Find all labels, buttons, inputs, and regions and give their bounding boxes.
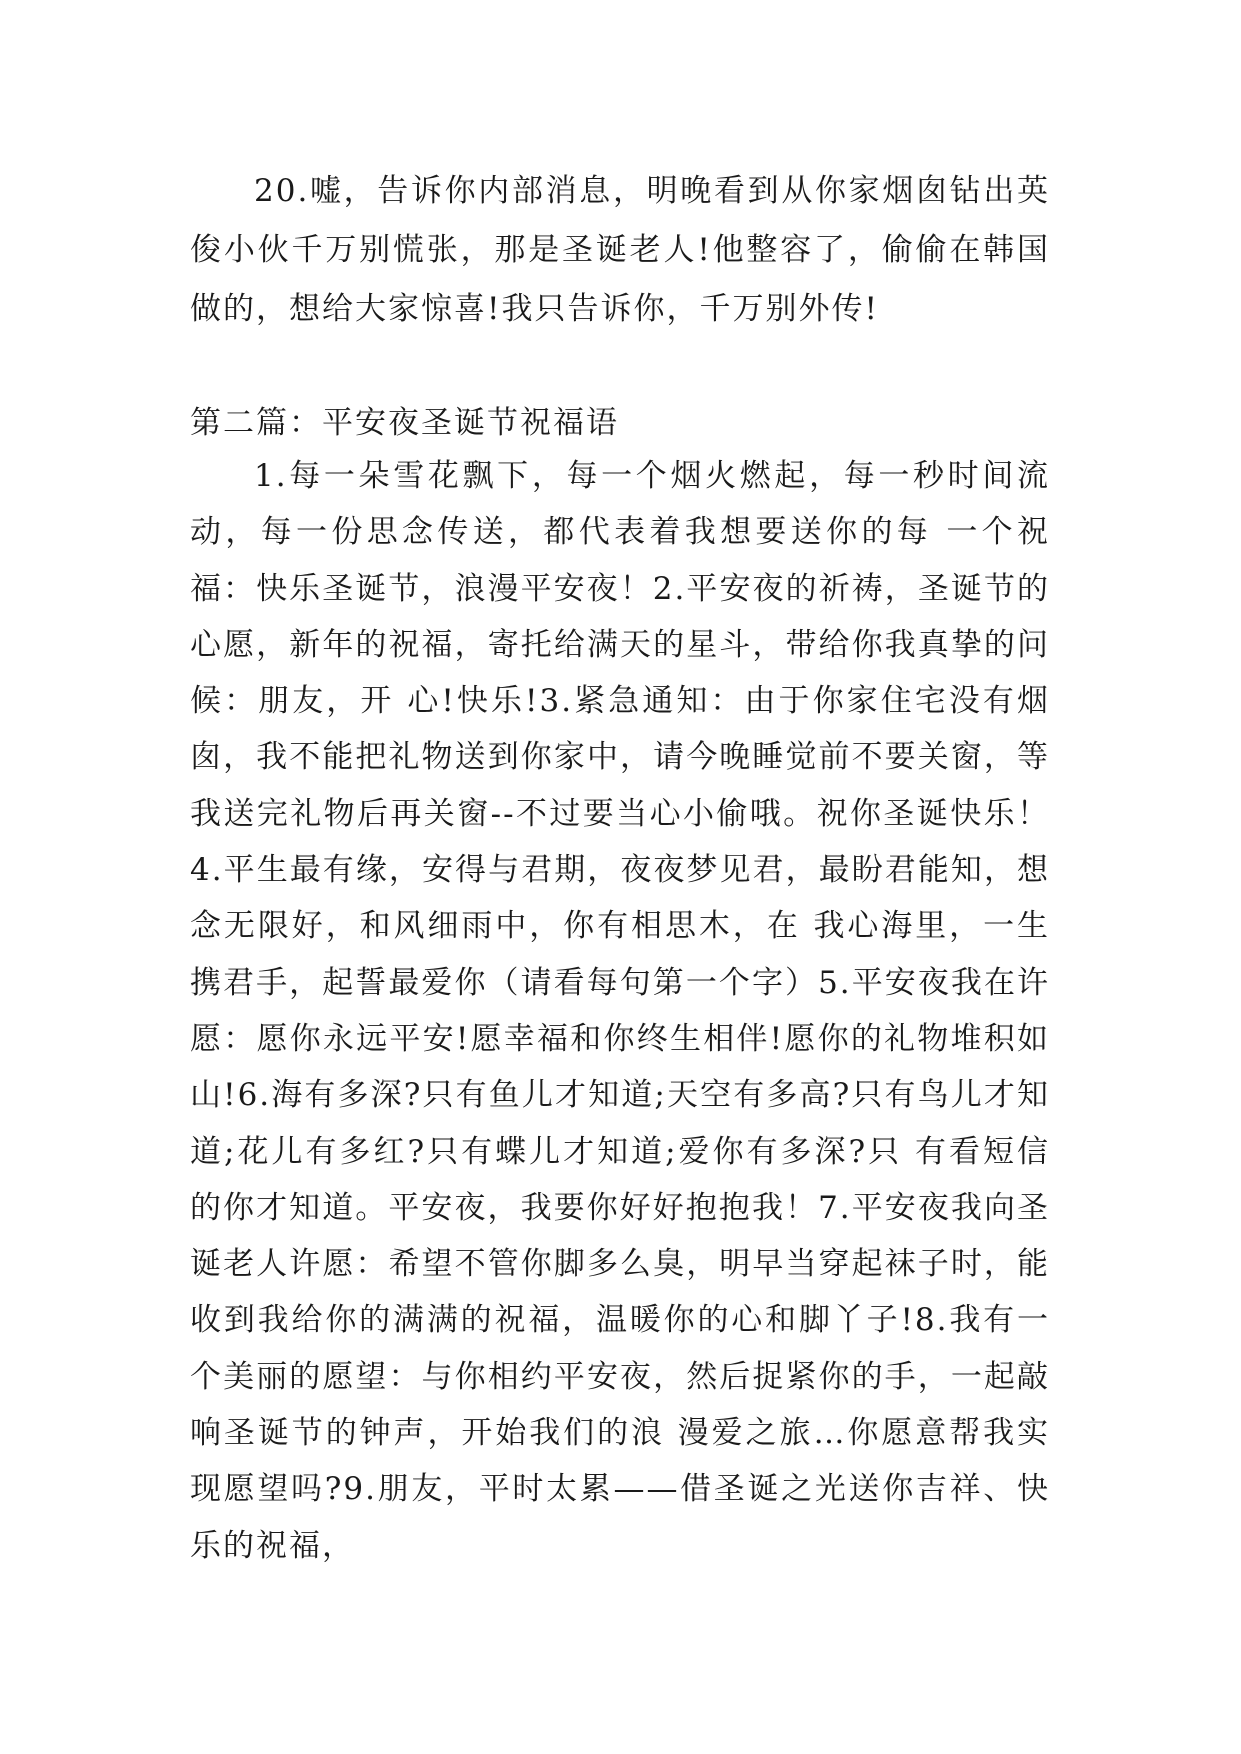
paragraph-20: 20.嘘，告诉你内部消息，明晚看到从你家烟囱钻出英俊小伙千万别慌张，那是圣诞老人!他整容了，偷偷在韩国做的，想给大家惊喜!我只告诉你，千万别外传! (190, 173, 1050, 327)
section-title: 第二篇：平安夜圣诞节祝福语 (190, 405, 619, 441)
section-body-paragraph: 1.每一朵雪花飘下，每一个烟火燃起，每一秒时间流动，每一份思念传送，都代表着我想要送你的每 一个祝福：快乐圣诞节，浪漫平安夜！2.平安夜的祈祷，圣诞节的心愿，新年的祝福，寄托给满天的星斗，带给你我真挚的问候：朋友，开 心!快乐!3.紧急通知：由于你家住宅没有烟囱，我不能把礼物送到你家中，请今晚睡觉前不要关窗，等我送完礼物后再关窗--不过要当心小偷哦。祝你圣诞快乐！4.平生最有缘，安得与君期，夜夜梦见君，最盼君能知，想念无限好，和风细雨中，你有相思木，在 我心海里，一生携君手，起誓最爱你（请看每句第一个字）5.平安夜我在许愿：愿你永远平安!愿幸福和你终生相伴!愿你的礼物堆积如山!6.海有多深?只有鱼儿才知道;天空有多高?只有鸟儿才知道;花儿有多红?只有蝶儿才知道;爱你有多深?只 有看短信的你才知道。平安夜，我要你好好抱抱我！7.平安夜我向圣诞老人许愿：希望不管你脚多么臭，明早当穿起袜子时，能收到我给你的满满的祝福，温暖你的心和脚丫子!8.我有一个美丽的愿望：与你相约平安夜，然后捉紧你的手，一起敲响圣诞节的钟声，开始我们的浪 漫爱之旅…你愿意帮我实现愿望吗?9.朋友，平时太累——借圣诞之光送你吉祥、快乐的祝福， (190, 458, 1050, 1564)
